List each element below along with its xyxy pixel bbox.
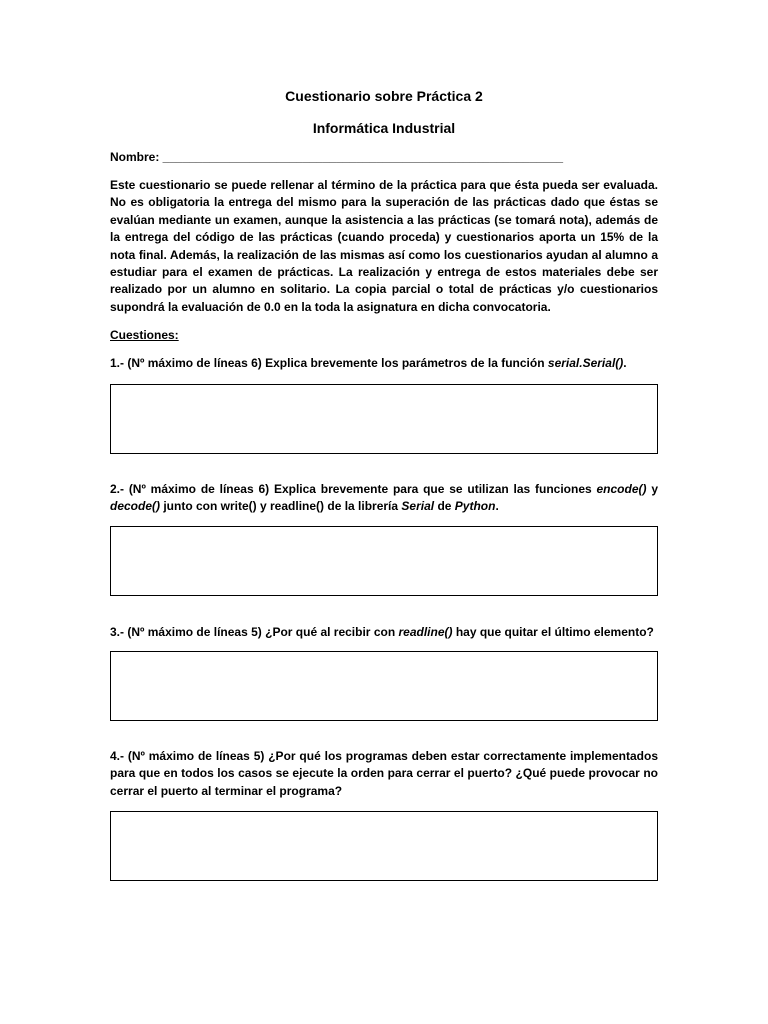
question-number: 2.- [110, 482, 129, 496]
answer-box-3[interactable] [110, 651, 658, 721]
question-text: de [434, 499, 455, 514]
question-text: hay que quitar el último elemento? [452, 625, 654, 639]
question-4 [110, 748, 658, 800]
question-emphasis: serial.Serial() [547, 356, 624, 370]
question-number: 3.- [110, 625, 128, 639]
document-subject: Informática Industrial [312, 120, 456, 136]
question-text: y [646, 482, 658, 496]
question-limit: (Nº máximo de líneas 6) [127, 356, 262, 370]
question-emphasis: Python [454, 499, 496, 514]
question-text: . [623, 356, 627, 370]
question-emphasis: encode() [596, 482, 647, 496]
answer-box-4[interactable] [110, 811, 658, 881]
question-text: ¿Por qué los programas deben estar correctamente implementados para que en todos los casos se ejecute la orden para cerrar el puerto? ¿Qué puede provocar no cerrar el puerto al terminar el programa? [110, 749, 658, 798]
question-limit: (Nº máximo de líneas 5) [127, 625, 262, 639]
question-text: junto con write() y readline() de la librería [160, 499, 402, 514]
question-text: . [495, 499, 499, 514]
document-title: Cuestionario sobre Práctica 2 [285, 88, 483, 104]
question-number: 1.- [110, 356, 128, 370]
question-emphasis: decode() [110, 499, 161, 514]
question-2 [110, 481, 658, 516]
question-number: 4.- [110, 749, 128, 763]
question-emphasis: readline() [398, 625, 453, 639]
name-line: ____________________________________________________________ [162, 150, 564, 164]
question-text: Explica brevemente para que se utilizan las funciones [269, 482, 597, 496]
question-3 [110, 624, 658, 641]
intro-paragraph: Este cuestionario se puede rellenar al término de la práctica para que ésta pueda ser evaluada. No es obligatoria la entrega del mismo para la superación de las prácticas dado que éstas se evalúan mediante un examen, aunque la asistencia a las prácticas (se tomará nota), además de la entrega del código de las prácticas (cuando proceda) y cuestionarios aporta un 15% de la nota final. Además, la realización de las mismas así como los cuestionarios ayudan al alumno a estudiar para el examen de prácticas. La realización y entrega de estos materiales debe ser realizado por un alumno en solitario. La copia parcial o total de prácticas y/o cuestionarios supondrá la evaluación de 0.0 en la toda la asignatura en dicha convocatoria. [110, 178, 658, 314]
question-limit: (Nº máximo de líneas 5) [127, 749, 265, 763]
name-field [110, 150, 563, 164]
section-heading: Cuestiones: [110, 328, 179, 342]
question-emphasis: Serial [401, 499, 435, 514]
answer-box-1[interactable] [110, 384, 658, 454]
question-limit: (Nº máximo de líneas 6) [128, 482, 270, 496]
question-text: ¿Por qué al recibir con [261, 625, 399, 639]
question-text: Explica brevemente los parámetros de la función [261, 356, 548, 370]
answer-box-2[interactable] [110, 526, 658, 596]
name-label: Nombre: [110, 150, 163, 164]
question-1 [110, 355, 658, 372]
